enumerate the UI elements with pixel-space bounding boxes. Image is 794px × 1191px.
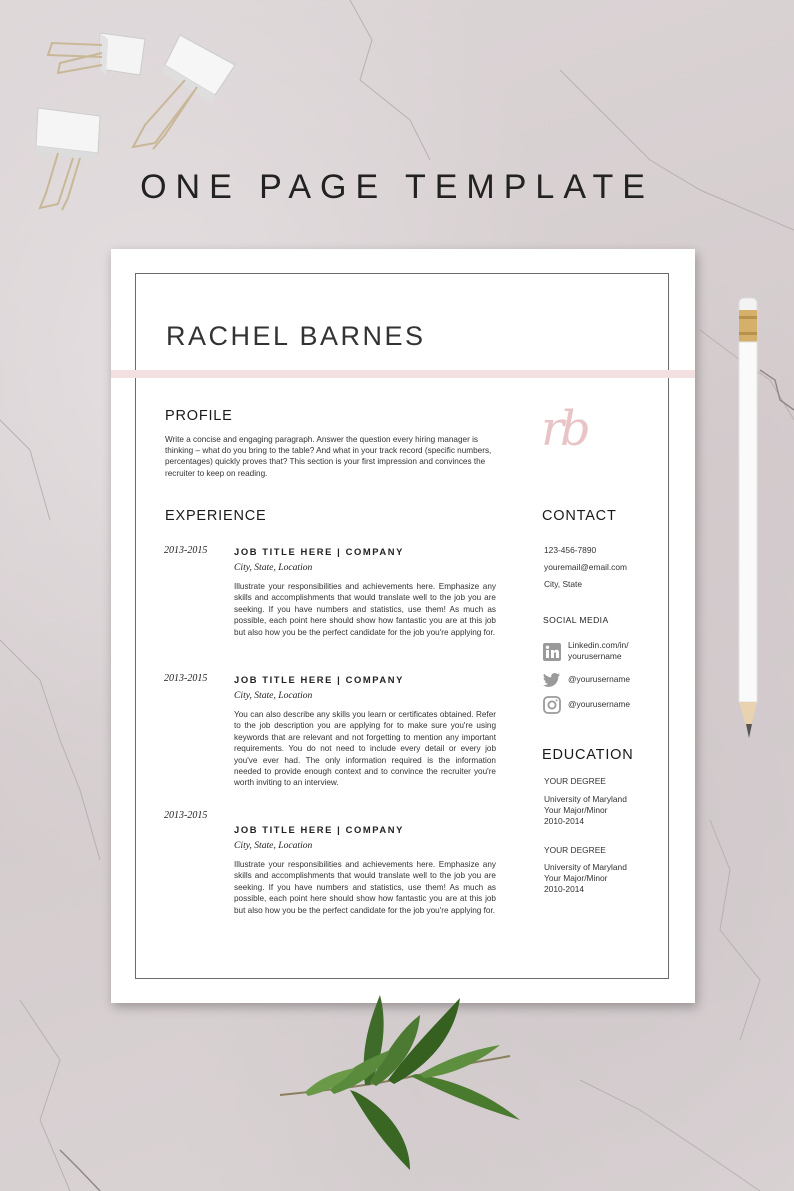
job-description: You can also describe any skills you learn or certificates obtained. Refer to the job description you are applying for to make sure you're using keywords that are relevant and not forgetting to mention any important requirements. You do not need to include every detail or every job you've ever had. The only information required is the information needed to provide enough context and to convince the recruiter you're worth inviting to an interview. [234, 710, 496, 788]
monogram-logo: rb [541, 401, 587, 457]
contact-email: youremail@email.com [544, 562, 627, 572]
education-major: Your Major/Minor [544, 873, 608, 883]
job-years: 2013-2015 [164, 545, 208, 556]
education-degree: YOUR DEGREE [544, 845, 606, 855]
experience-heading: EXPERIENCE [165, 508, 267, 524]
linkedin-url-line1: Linkedin.com/in/ [568, 640, 629, 650]
social-heading: SOCIAL MEDIA [543, 615, 609, 625]
profile-heading: PROFILE [165, 408, 233, 424]
job-title: JOB TITLE HERE | COMPANY [234, 546, 405, 557]
banner-title: ONE PAGE TEMPLATE [140, 168, 654, 206]
twitter-icon [543, 671, 561, 689]
twitter-handle: @yourusername [568, 674, 631, 684]
job-years: 2013-2015 [164, 673, 208, 684]
education-years: 2010-2014 [544, 884, 585, 894]
binder-clip-icon [28, 98, 108, 213]
education-degree: YOUR DEGREE [544, 776, 606, 786]
linkedin-url-line2: yourusername [568, 651, 622, 661]
education-school: University of Maryland [544, 862, 627, 872]
job-description: Illustrate your responsibilities and achievements here. Emphasize any skills and accomplishments that would translate well to the job you are seeking. If you have numbers and statistics, use them! As much as possible, each point here should show how fantastic you are at this job but also how you be the perfect candidate for the job you're applying for. [234, 860, 496, 915]
binder-clip-icon [125, 25, 240, 155]
job-description: Illustrate your responsibilities and achievements here. Emphasize any skills and accomplishments that would translate well to the job you are seeking. If you have numbers and statistics, use them! As much as possible, each point here should show how fantastic you are at this job but also how you be the perfect candidate for the job you're applying for. [234, 582, 496, 637]
job-years: 2013-2015 [164, 810, 208, 821]
olive-branch-icon [270, 990, 530, 1175]
education-heading: EDUCATION [542, 747, 634, 763]
job-location: City, State, Location [234, 562, 313, 573]
linkedin-icon [543, 643, 561, 661]
education-major: Your Major/Minor [544, 805, 608, 815]
education-school: University of Maryland [544, 794, 627, 804]
job-title: JOB TITLE HERE | COMPANY [234, 824, 405, 835]
contact-heading: CONTACT [542, 508, 617, 524]
job-location: City, State, Location [234, 840, 313, 851]
pencil-icon [733, 296, 767, 746]
job-location: City, State, Location [234, 690, 313, 701]
resume-name: RACHEL BARNES [166, 321, 426, 351]
instagram-handle: @yourusername [568, 699, 631, 709]
education-years: 2010-2014 [544, 816, 585, 826]
contact-city: City, State [544, 579, 583, 589]
job-title: JOB TITLE HERE | COMPANY [234, 674, 405, 685]
accent-band [111, 370, 695, 378]
profile-text: Write a concise and engaging paragraph. Answer the question every hiring manager is thinking – what do you bring to the table? And what in your track record (specific numbers, percentages) quickly proves that? This section is your first impression and convinces the recruiter to keep on reading. [165, 435, 492, 478]
resume-page [111, 249, 695, 1003]
contact-phone: 123-456-7890 [544, 545, 597, 555]
instagram-icon [543, 696, 561, 714]
